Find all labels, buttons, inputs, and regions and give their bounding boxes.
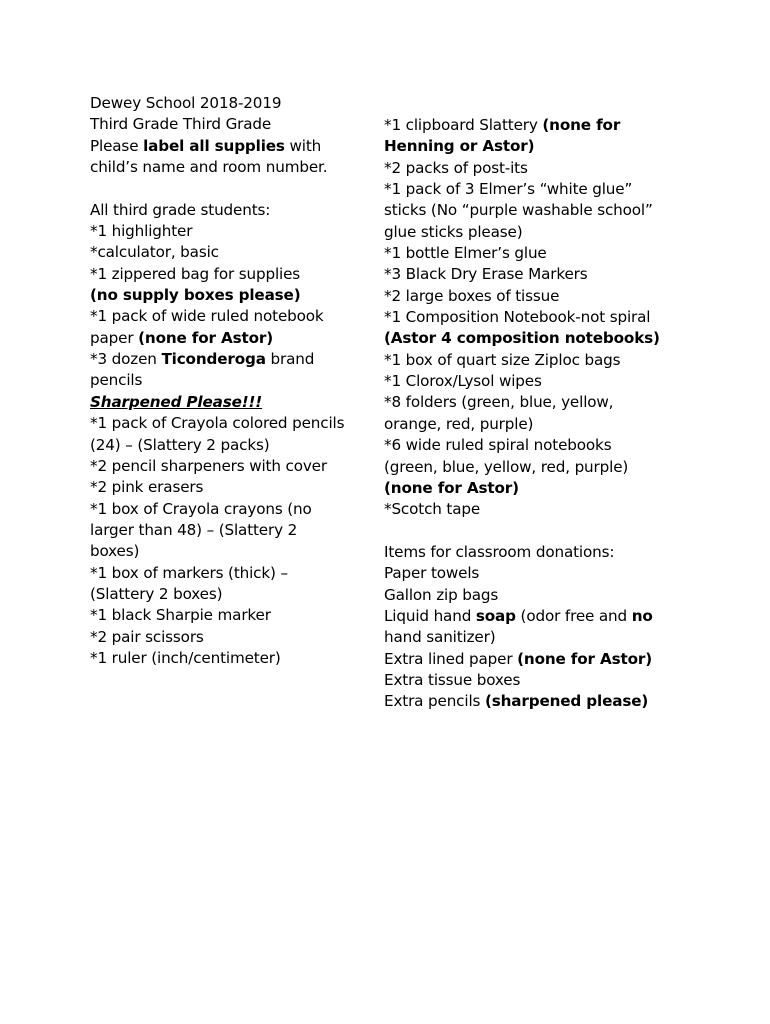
list-item-crayons-3: boxes) — [90, 542, 140, 561]
grade-title: Third Grade Third Grade — [90, 115, 272, 134]
list-item-glue-sticks-3: glue sticks please) — [384, 222, 523, 241]
extra-pencils-note: (sharpened please) — [484, 692, 649, 711]
label-instruction-post: with — [284, 136, 322, 155]
list-note-no-boxes: (no supply boxes please) — [90, 286, 301, 305]
list-item-colored-pencils: *1 pack of Crayola colored pencils — [90, 414, 345, 433]
list-item-folders: *8 folders (green, blue, yellow, — [384, 393, 614, 412]
donations-title: Items for classroom donations: — [384, 542, 615, 561]
clipboard-note: (none for — [542, 116, 621, 134]
lined-paper-text: Extra lined paper — [384, 649, 518, 668]
list-item-scissors: *2 pair scissors — [90, 627, 204, 646]
soap-text-pre: Liquid hand — [384, 606, 476, 625]
soap-bold: soap — [475, 606, 516, 625]
pencils-text-post: brand — [265, 350, 315, 369]
list-item-highlighter: *1 highlighter — [90, 222, 193, 241]
donation-lined-paper — [384, 649, 684, 670]
list-item-crayons: *1 box of Crayola crayons (no — [90, 499, 312, 518]
list-item-clipboard — [384, 115, 684, 136]
list-item-tape: *Scotch tape — [384, 500, 481, 519]
list-item-folders-2: orange, red, purple) — [384, 414, 534, 433]
spacer — [384, 521, 684, 542]
clipboard-text: *1 clipboard Slattery — [384, 116, 543, 134]
list-item-composition: *1 Composition Notebook-not spiral — [384, 308, 651, 327]
list-item-postits: *2 packs of post-its — [384, 158, 528, 177]
students-intro: All third grade students: — [90, 200, 271, 219]
label-instruction-line — [90, 136, 380, 157]
notebook-paper-note: (none for Astor) — [138, 328, 274, 347]
donation-pencils — [384, 691, 684, 712]
list-item-tissue: *2 large boxes of tissue — [384, 286, 560, 305]
list-item-glue-sticks: *1 pack of 3 Elmer’s “white glue” — [384, 180, 633, 199]
left-column — [90, 93, 380, 669]
list-item-spiral: *6 wide ruled spiral notebooks — [384, 436, 612, 455]
label-instruction-line-2: child’s name and room number. — [90, 158, 328, 177]
donation-zip-bags: Gallon zip bags — [384, 585, 499, 604]
pencils-text-pre: *3 dozen — [90, 350, 162, 369]
list-item-sharpeners: *2 pencil sharpeners with cover — [90, 456, 327, 475]
list-item-zipper-bag: *1 zippered bag for supplies — [90, 264, 301, 283]
list-item-clipboard-2: Henning or Astor) — [384, 137, 535, 156]
sharpened-note: Sharpened Please!!! — [90, 392, 263, 411]
list-item-markers: *1 box of markers (thick) – — [90, 563, 288, 582]
list-item-erasers: *2 pink erasers — [90, 478, 204, 497]
extra-pencils-text: Extra pencils — [384, 692, 485, 711]
donation-paper-towels: Paper towels — [384, 564, 480, 583]
list-item-spiral-2: (green, blue, yellow, red, purple) — [384, 457, 629, 476]
notebook-paper-text: paper — [90, 328, 139, 347]
label-instruction-pre: Please — [90, 136, 144, 155]
right-column — [384, 115, 684, 713]
list-note-composition: (Astor 4 composition notebooks) — [384, 329, 660, 348]
donation-tissue-boxes: Extra tissue boxes — [384, 670, 521, 689]
donation-soap-2: hand sanitizer) — [384, 628, 496, 647]
list-item-colored-pencils-2: (24) – (Slattery 2 packs) — [90, 435, 270, 454]
list-item-wipes: *1 Clorox/Lysol wipes — [384, 372, 542, 391]
list-item-ruler: *1 ruler (inch/centimeter) — [90, 648, 281, 667]
soap-no: no — [631, 606, 653, 625]
list-item-glue-bottle: *1 bottle Elmer’s glue — [384, 244, 547, 263]
pencils-brand: Ticonderoga — [161, 350, 266, 369]
list-item-pencils — [90, 349, 380, 370]
list-item-ziploc: *1 box of quart size Ziploc bags — [384, 350, 621, 369]
label-instruction-bold: label all supplies — [143, 136, 285, 155]
donation-soap — [384, 606, 684, 627]
spacer — [90, 178, 380, 199]
list-item-notebook-paper: *1 pack of wide ruled notebook — [90, 307, 324, 326]
list-item-crayons-2: larger than 48) – (Slattery 2 — [90, 520, 298, 539]
soap-text-mid: (odor free and — [515, 606, 632, 625]
list-item-dry-erase: *3 Black Dry Erase Markers — [384, 265, 588, 284]
list-item-glue-sticks-2: sticks (No “purple washable school” — [384, 201, 653, 220]
school-title: Dewey School 2018-2019 — [90, 94, 282, 112]
list-item-notebook-paper-2 — [90, 328, 380, 349]
list-item-pencils-2: pencils — [90, 371, 143, 390]
list-item-markers-2: (Slattery 2 boxes) — [90, 584, 223, 603]
list-note-spiral: (none for Astor) — [384, 478, 519, 497]
list-item-calculator: *calculator, basic — [90, 243, 219, 262]
lined-paper-note: (none for Astor) — [517, 649, 653, 668]
list-item-sharpie: *1 black Sharpie marker — [90, 606, 271, 625]
